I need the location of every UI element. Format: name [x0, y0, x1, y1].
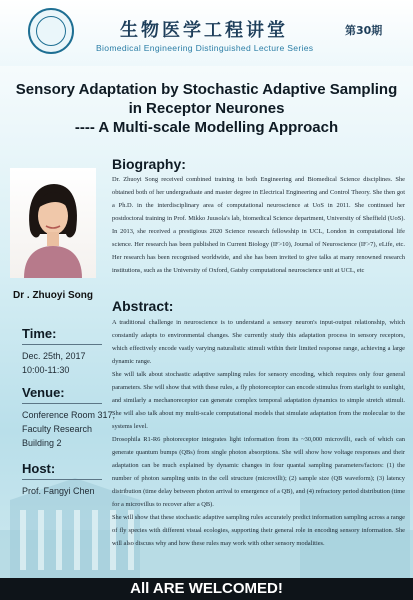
- university-seal-inner-ring: [36, 16, 66, 46]
- abstract-heading: Abstract:: [112, 298, 174, 314]
- time-details: [22, 349, 86, 377]
- lecture-title: [10, 80, 403, 137]
- speaker-photo: [10, 168, 96, 278]
- series-chinese-title: 生物医学工程讲堂: [120, 20, 288, 41]
- time-divider: [22, 344, 102, 345]
- biography-text: Dr. Zhuoyi Song received combined training in both Engineering and Biomedical Science disciplines. She obtained both of her undergraduate and master degree in Electrical Engineering and Control Theory. She then got a Ph.D. in the interdisciplinary area of computational neuroscience at UoS in 2011. She continued her postdoctoral training in Prof. Mikko Juusola's lab, biomedical Science department, University of Sheffield (UoS). In 2013, she received a prestigious 2020 Science research fellowship in UCL, London in computational life science. Her research has been published in Current Biology (IF>10), Journal of Neuroscience (IF>7), eLife, etc. Her research has been recognised worldwide, and she has been invited to give talks at many renowned research institutions, such as the University of Oxford, Gatsby computational neuroscience unit at UCL, etc: [112, 176, 405, 274]
- lecture-title-line-2: in Receptor Neurones: [128, 100, 285, 117]
- speaker-name: Dr . Zhuoyi Song: [13, 290, 93, 301]
- series-english-title: Biomedical Engineering Distinguished Lecture Series: [96, 43, 314, 53]
- welcome-banner: All ARE WELCOMED!: [130, 580, 283, 597]
- host-name: Prof. Fangyi Chen: [22, 486, 95, 496]
- speaker-portrait-illustration: [10, 168, 96, 278]
- lecture-title-line-1: Sensory Adaptation by Stochastic Adaptive Sampling: [15, 81, 398, 98]
- biography-heading: Biography:: [112, 156, 186, 172]
- lecture-date: Dec. 25th, 2017: [22, 351, 86, 361]
- abstract-paragraph-2: She will talk about stochastic adaptive sampling rules for sensory encoding, which requires only four general parameters. She will show that with these rules, a fly photoreceptor can encode stimulus from starlight to sunlight, and similarly a mechanoreceptor can generate complex temporal adaptation dynamics to simple stretch stimuli. She will also talk about my multi-scale computational models that simulate adaptation from the molecular to the systems level.: [112, 371, 405, 430]
- abstract-body: [112, 316, 405, 575]
- host-heading: Host:: [22, 461, 56, 476]
- venue-line-2: Faculty Research: [22, 424, 93, 434]
- lecture-title-line-3: ---- A Multi-scale Modelling Approach: [74, 119, 339, 136]
- abstract-paragraph-1: A traditional challenge in neuroscience is to understand a sensory neuron's input-output relationship, which constantly adapts to environmental changes. She currently study this adaptation process in sensory receptors, which effectively encode vastly varying naturalistic stimuli within their limited response range, achieving a large dynamic range.: [112, 319, 405, 365]
- venue-line-1: Conference Room 317,: [22, 410, 116, 420]
- lecture-hours: 10:00-11:30: [22, 365, 70, 375]
- venue-heading: Venue:: [22, 385, 65, 400]
- abstract-paragraph-4: She will show that these stochastic adaptive sampling rules accurately predict information sampling across a range of fly species with different visual ecologies, supporting their general role in encoding sensory information. She will also discuss why and how these rules may work with other sensory modalities.: [112, 514, 405, 547]
- venue-details: [22, 408, 115, 450]
- abstract-paragraph-3: Drosophila R1-R6 photoreceptor integrates light information from its ~30,000 microvilli, each of which can generate quantum bumps (QBs) from single photon absorptions. She will show how voltage responses and their adaptation can be much explained by dynamic changes in four quantal sampling parameters/factors: (1) the number of photon sampling units in the cell structure (microvilli); (2) sample size (QB waveform); (3) latency distribution (time delay between photon arrival to emergence of a QB), and (4) refractory period distribution (time for a microvillus to recover after a QB).: [112, 436, 405, 508]
- host-divider: [22, 479, 102, 480]
- venue-divider: [22, 403, 102, 404]
- issue-number: 第30期: [345, 24, 383, 37]
- venue-line-3: Building 2: [22, 438, 62, 448]
- time-heading: Time:: [22, 326, 57, 341]
